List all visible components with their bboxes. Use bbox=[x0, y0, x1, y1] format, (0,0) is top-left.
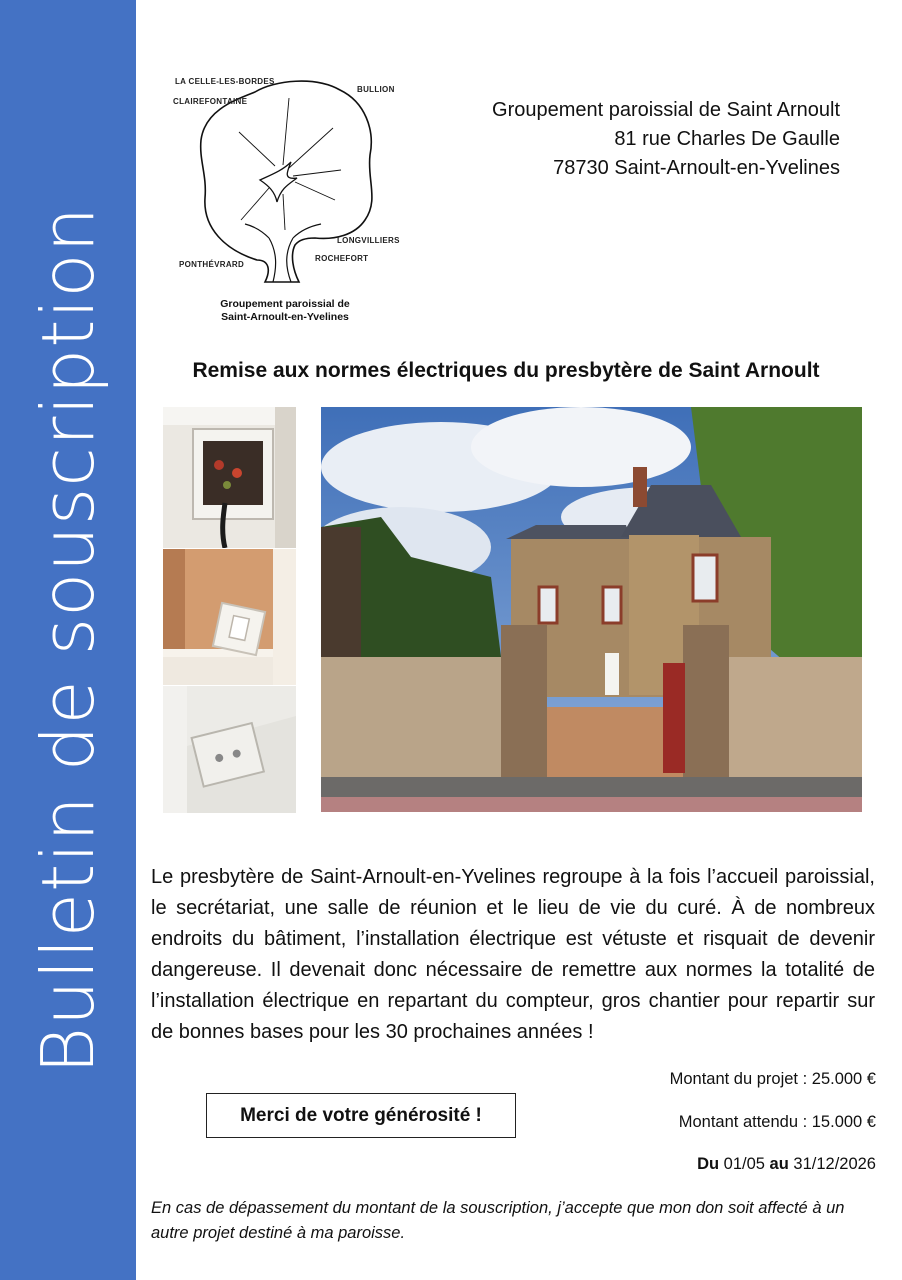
switch-photo bbox=[163, 549, 296, 685]
presbytery-photo bbox=[321, 407, 862, 812]
address-line: 81 rue Charles De Gaulle bbox=[614, 128, 840, 150]
junction-box-photo bbox=[163, 407, 296, 548]
outlet-photo bbox=[163, 686, 296, 813]
subscription-period: Du 01/05 au 31/12/2026 bbox=[697, 1155, 876, 1173]
village-label: LA CELLE-LES-BORDES bbox=[175, 77, 275, 86]
village-label: LONGVILLIERS bbox=[337, 236, 400, 245]
parish-logo bbox=[165, 70, 405, 330]
sidebar-band bbox=[0, 0, 136, 1280]
project-amount: Montant du projet : 25.000 € bbox=[669, 1070, 876, 1088]
village-label: BULLION bbox=[357, 85, 395, 94]
donation-disclaimer: En cas de dépassement du montant de la souscription, j’accepte que mon don soit affecté à un autre projet destiné à ma paroisse. bbox=[151, 1199, 845, 1242]
village-label: PONTHÉVRARD bbox=[179, 260, 245, 269]
address-line: 78730 Saint-Arnoult-en-Yvelines bbox=[553, 157, 840, 179]
expected-amount: Montant attendu : 15.000 € bbox=[678, 1113, 876, 1131]
village-label: CLAIREFONTAINE bbox=[173, 97, 248, 106]
thanks-box: Merci de votre générosité ! bbox=[206, 1093, 516, 1138]
village-label: ROCHEFORT bbox=[315, 254, 369, 263]
sidebar-title: Bulletin de souscription bbox=[26, 205, 110, 1075]
project-title: Remise aux normes électriques du presbytère de Saint Arnoult bbox=[192, 359, 820, 382]
project-description: Le presbytère de Saint-Arnoult-en-Yvelines regroupe à la fois l’accueil paroissial, le secrétariat, une salle de réunion et le lieu de vie du curé. À de nombreux endroits du bâtiment, l’installation électrique est vétuste et risquait de devenir dangereuse. Il devenait donc nécessaire de remettre aux normes la totalité de l’installation électrique en repartant du compteur, gros chantier pour repartir sur de bonnes bases pour les 30 prochaines années ! bbox=[151, 866, 875, 1043]
logo-caption: Groupement paroissial de Saint-Arnoult-en-Yvelines bbox=[220, 298, 350, 323]
parish-address bbox=[492, 96, 840, 183]
address-line: Groupement paroissial de Saint Arnoult bbox=[492, 99, 840, 121]
